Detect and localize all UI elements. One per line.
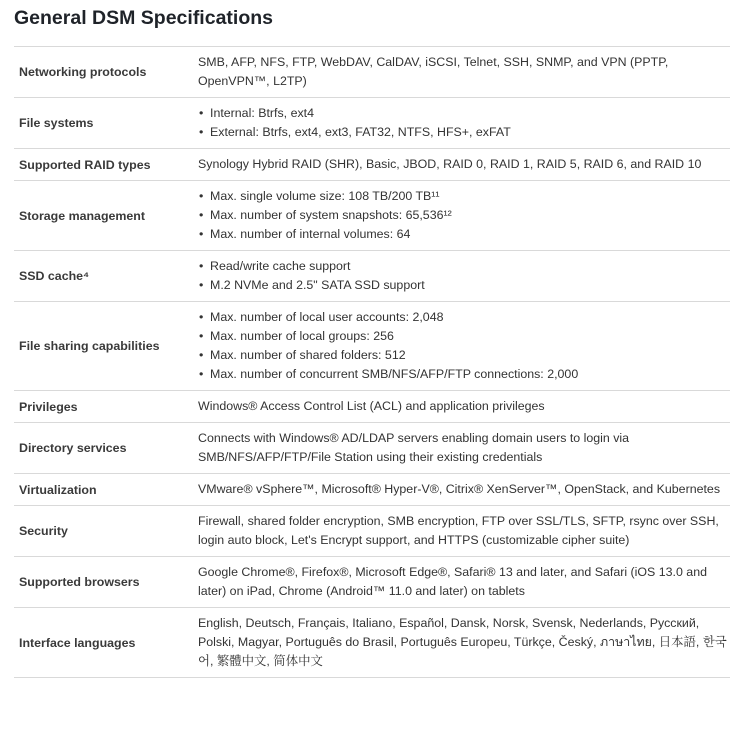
spec-list-item: • Max. number of system snapshots: 65,536¹² bbox=[198, 206, 730, 225]
spec-value bbox=[198, 391, 730, 423]
spec-label: Directory services bbox=[19, 441, 127, 455]
spec-value bbox=[198, 474, 730, 506]
spec-text: Google Chrome®, Firefox®, Microsoft Edge®, Safari® 13 and later, and Safari (iOS 13.0 and later) on iPad, Chrome (Android™ 11.0 and later) on tablets bbox=[198, 565, 707, 598]
spec-text: Windows® Access Control List (ACL) and application privileges bbox=[198, 399, 545, 413]
spec-row-ssd-cache bbox=[14, 251, 730, 302]
spec-text: SMB, AFP, NFS, FTP, WebDAV, CalDAV, iSCSI, Telnet, SSH, SNMP, and VPN (PPTP, OpenVPN™, L2TP) bbox=[198, 55, 669, 88]
spec-value bbox=[198, 47, 730, 98]
spec-list bbox=[198, 187, 730, 244]
spec-row-networking-protocols bbox=[14, 47, 730, 98]
spec-row-supported-raid-types bbox=[14, 149, 730, 181]
spec-table bbox=[14, 46, 730, 678]
spec-list bbox=[198, 308, 730, 384]
spec-list-item: • M.2 NVMe and 2.5" SATA SSD support bbox=[198, 276, 730, 295]
spec-label: Supported RAID types bbox=[19, 157, 151, 172]
spec-label: Virtualization bbox=[19, 482, 97, 497]
spec-label: Interface languages bbox=[19, 635, 136, 650]
spec-list-item: • Max. number of shared folders: 512 bbox=[198, 346, 730, 365]
spec-value bbox=[198, 557, 730, 608]
spec-value bbox=[198, 251, 730, 302]
spec-label: Security bbox=[19, 524, 68, 538]
spec-label: Storage management bbox=[19, 208, 146, 223]
spec-list-item: • Max. number of internal volumes: 64 bbox=[198, 225, 730, 244]
spec-list-item: • Read/write cache support bbox=[198, 257, 730, 276]
spec-label: File systems bbox=[19, 116, 94, 130]
spec-row-interface-languages bbox=[14, 608, 730, 678]
spec-value bbox=[198, 423, 730, 474]
spec-value bbox=[198, 608, 730, 678]
spec-row-storage-management bbox=[14, 181, 730, 251]
spec-value bbox=[198, 98, 730, 149]
spec-row-file-systems bbox=[14, 98, 730, 149]
spec-label: Networking protocols bbox=[19, 65, 147, 79]
spec-label: Privileges bbox=[19, 399, 78, 414]
spec-row-directory-services bbox=[14, 423, 730, 474]
spec-list-item: • Max. number of local user accounts: 2,048 bbox=[198, 308, 730, 327]
spec-row-privileges bbox=[14, 391, 730, 423]
spec-row-security bbox=[14, 506, 730, 557]
spec-label: SSD cache⁴ bbox=[19, 269, 90, 283]
spec-list-item: • Max. number of local groups: 256 bbox=[198, 327, 730, 346]
spec-value bbox=[198, 506, 730, 557]
spec-value bbox=[198, 181, 730, 251]
spec-label: Supported browsers bbox=[19, 575, 140, 589]
spec-text: Connects with Windows® AD/LDAP servers enabling domain users to login via SMB/NFS/AFP/FTP/File Station using their existing credentials bbox=[198, 431, 630, 464]
spec-list bbox=[198, 257, 730, 295]
spec-list-item: • External: Btrfs, ext4, ext3, FAT32, NTFS, HFS+, exFAT bbox=[198, 123, 730, 142]
spec-list-item: • Max. number of concurrent SMB/NFS/AFP/FTP connections: 2,000 bbox=[198, 365, 730, 384]
spec-list bbox=[198, 104, 730, 142]
spec-row-supported-browsers bbox=[14, 557, 730, 608]
page-title: General DSM Specifications bbox=[14, 7, 273, 29]
spec-label: File sharing capabilities bbox=[19, 339, 160, 353]
spec-row-file-sharing-capabilities bbox=[14, 302, 730, 391]
spec-text: Firewall, shared folder encryption, SMB encryption, FTP over SSL/TLS, SFTP, rsync over SSH, login auto block, Let's Encrypt support, and HTTPS (customizable cipher suite) bbox=[198, 514, 719, 547]
spec-text: Synology Hybrid RAID (SHR), Basic, JBOD, RAID 0, RAID 1, RAID 5, RAID 6, and RAID 10 bbox=[198, 157, 702, 171]
spec-list-item: • Max. single volume size: 108 TB/200 TB¹¹ bbox=[198, 187, 730, 206]
spec-text: VMware® vSphere™, Microsoft® Hyper-V®, Citrix® XenServer™, OpenStack, and Kubernetes bbox=[198, 482, 721, 496]
spec-value bbox=[198, 302, 730, 391]
spec-list-item: • Internal: Btrfs, ext4 bbox=[198, 104, 730, 123]
spec-value bbox=[198, 149, 730, 181]
spec-row-virtualization bbox=[14, 474, 730, 506]
spec-text: English, Deutsch, Français, Italiano, Español, Dansk, Norsk, Svensk, Nederlands, Русский, Polski, Magyar, Português do Brasil, Português Europeu, Türkçe, Český, ภาษาไทย, 日本語, 한국어, 繁體中文, 简体中文 bbox=[198, 616, 727, 668]
